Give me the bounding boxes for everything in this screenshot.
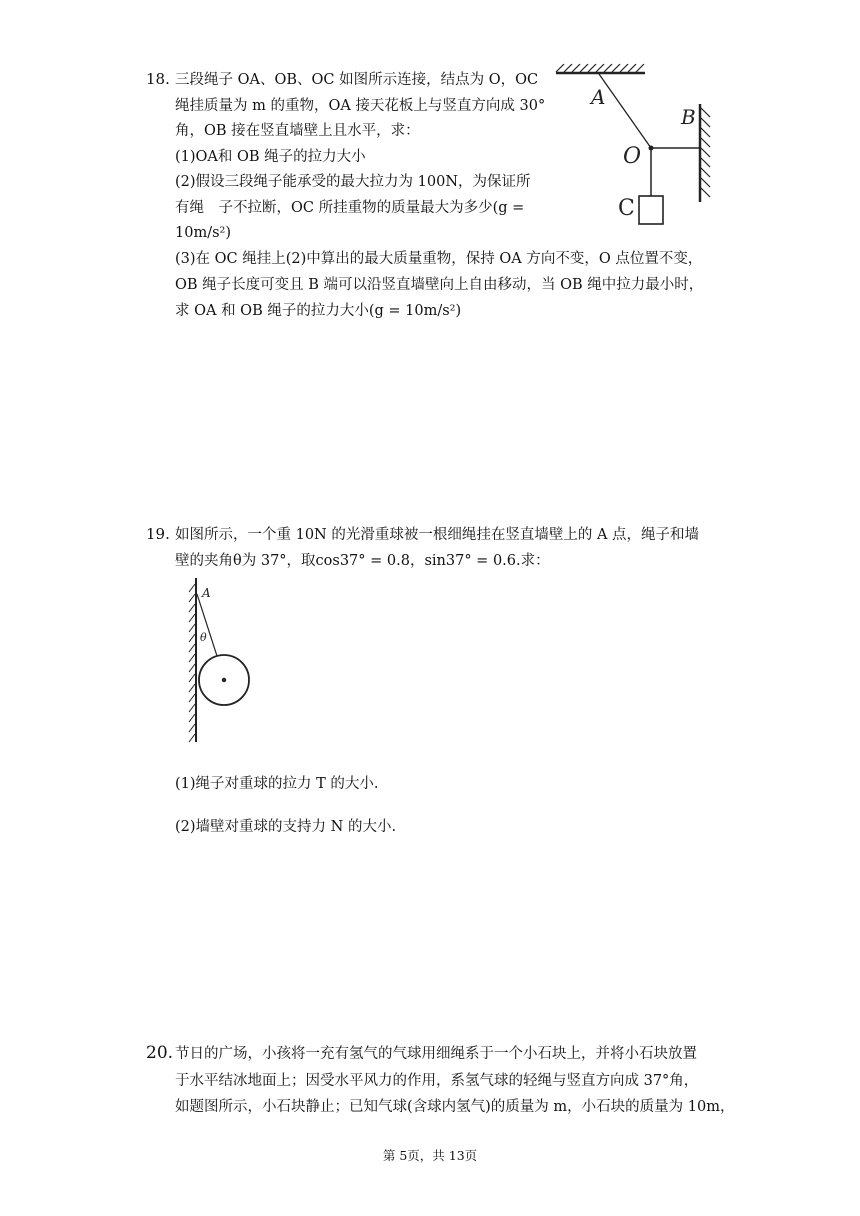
- label-theta: θ: [200, 631, 207, 644]
- label-a: A: [591, 85, 606, 109]
- rope-oa: [599, 74, 651, 148]
- sphere-center: [222, 678, 226, 682]
- question-19-number: 19.: [146, 525, 170, 543]
- label-o: O: [623, 144, 642, 169]
- q19-line-2: 壁的夹角θ为 37°，取cos37° = 0.8，sin37° = 0.6.求：: [175, 553, 550, 569]
- q18-line-6: 有绳 子不拉断，OC 所挂重物的质量最大为多少(g =: [175, 200, 525, 216]
- weight-block: [639, 196, 663, 224]
- page-footer: 第 5页，共 13页: [382, 1148, 478, 1163]
- label-a: A: [202, 586, 211, 600]
- question-20-number: 20.: [146, 1043, 174, 1063]
- q18-line-8: (3)在 OC 绳挂上(2)中算出的最大质量重物，保持 OA 方向不变，O 点位置不变，: [175, 251, 703, 267]
- q18-line-4: (1)OA和 OB 绳子的拉力大小: [175, 149, 366, 165]
- q18-line-9: OB 绳子长度可变且 B 端可以沿竖直墙壁向上自由移动，当 OB 绳中拉力最小时，: [175, 277, 704, 293]
- ceiling-hatching: [556, 64, 644, 72]
- knot-o: [649, 146, 654, 151]
- q20-line-3: 如题图所示，小石块静止；已知气球(含球内氢气)的质量为 m，小石块的质量为 10m，: [175, 1099, 735, 1115]
- question-18-number: 18.: [146, 70, 170, 88]
- q20-line-2: 于水平结冰地面上；因受水平风力的作用，系氢气球的轻绳与竖直方向成 37°角，: [175, 1073, 699, 1089]
- q18-line-10: 求 OA 和 OB 绳子的拉力大小(g = 10m/s²): [175, 303, 462, 319]
- q18-line-5: (2)假设三段绳子能承受的最大拉力为 100N，为保证所: [175, 174, 531, 190]
- label-b: B: [681, 105, 696, 129]
- q19-sub-2: (2)墙壁对重球的支持力 N 的大小.: [175, 819, 397, 835]
- q19-sub-1: (1)绳子对重球的拉力 T 的大小.: [175, 776, 379, 792]
- q18-line-1: 三段绳子 OA、OB、OC 如图所示连接，结点为 O，OC: [175, 72, 539, 88]
- rope: [197, 594, 217, 656]
- label-c: C: [618, 196, 635, 221]
- q18-rope-figure: [550, 62, 720, 232]
- q19-sphere-figure: [185, 576, 265, 746]
- q18-line-7: 10m/s²): [175, 225, 231, 241]
- wall-hatching: [701, 108, 710, 197]
- q18-line-2: 绳挂质量为 m 的重物，OA 接天花板上与竖直方向成 30°: [175, 98, 546, 114]
- q19-line-1: 如图所示，一个重 10N 的光滑重球被一根细绳挂在竖直墙壁上的 A 点，绳子和墙: [175, 527, 700, 543]
- q20-line-1: 节日的广场，小孩将一充有氢气的气球用细绳系于一个小石块上，并将小石块放置: [175, 1046, 697, 1062]
- q18-line-3: 角，OB 接在竖直墙壁上且水平，求：: [175, 123, 420, 139]
- wall-hatching: [189, 584, 195, 742]
